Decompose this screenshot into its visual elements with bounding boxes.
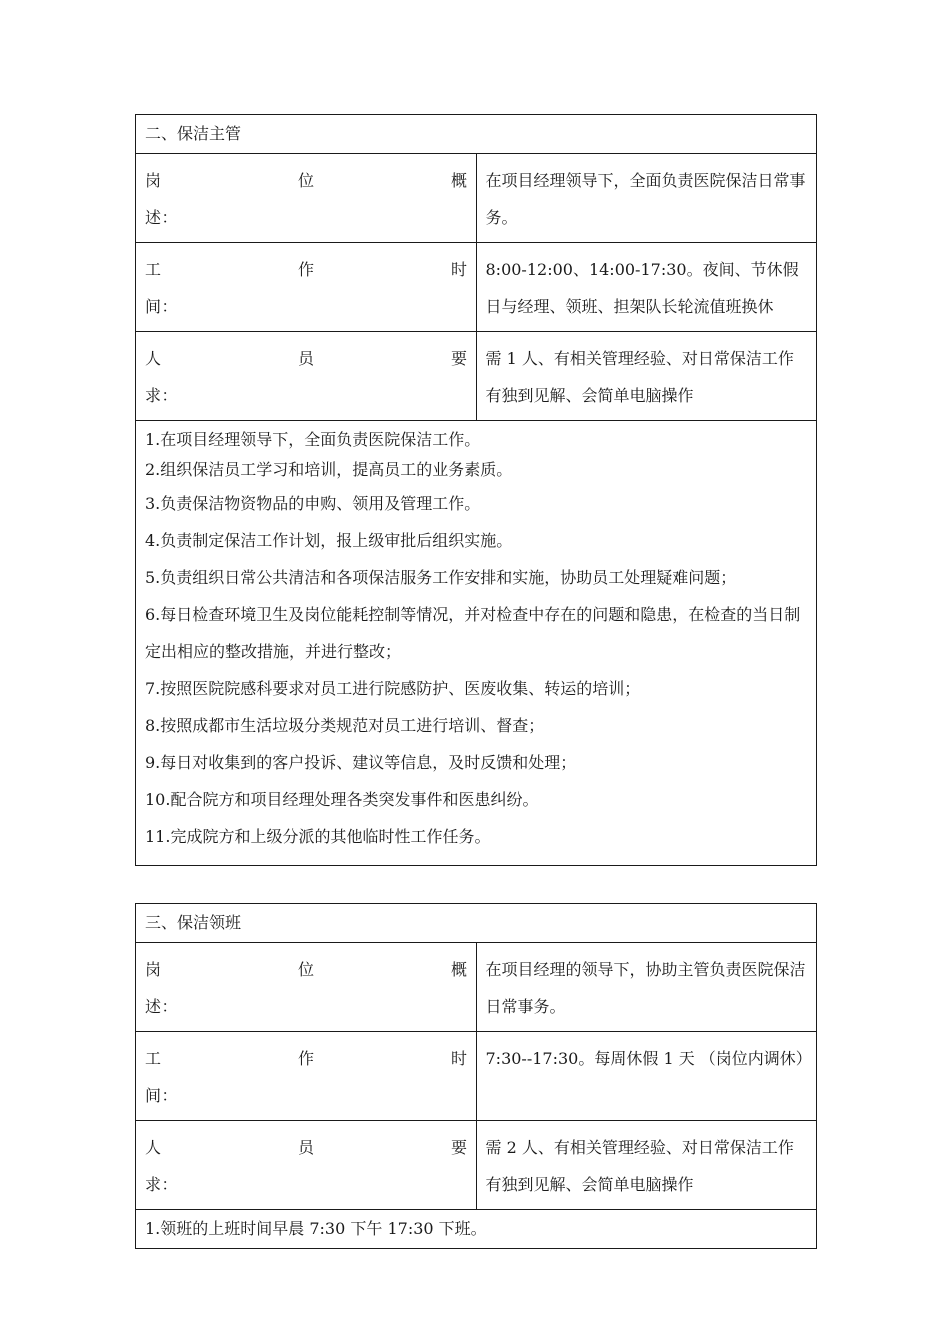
- label-line2: 求：: [145, 1175, 179, 1194]
- duty-item: 2.组织保洁员工学习和培训，提高员工的业务素质。: [145, 460, 513, 479]
- section-cleaning-team-leader: [135, 903, 817, 1249]
- label-line2: 述：: [145, 208, 179, 227]
- label-char: 人: [145, 349, 162, 368]
- label-line2: 述：: [145, 997, 179, 1016]
- row-value-hours: 8:00-12:00、14:00-17:30。夜间、节休假日与经理、领班、担架队长轮流值班换休: [476, 243, 817, 332]
- label-char: 岗: [145, 171, 162, 190]
- duty-item: 5.负责组织日常公共清洁和各项保洁服务工作安排和实施，协助员工处理疑难问题；: [145, 568, 737, 587]
- duty-item: 8.按照成都市生活垃圾分类规范对员工进行培训、督查；: [145, 716, 545, 735]
- row-label-requirements: [136, 1121, 477, 1210]
- duty-item: 3.负责保洁物资物品的申购、领用及管理工作。: [145, 494, 481, 513]
- label-char: 员: [297, 1138, 315, 1157]
- label-char: 员: [297, 349, 315, 368]
- row-value-overview: 在项目经理领导下，全面负责医院保洁日常事务。: [476, 154, 817, 243]
- row-label-overview: [136, 943, 477, 1032]
- duty-item: 6.每日检查环境卫生及岗位能耗控制等情况，并对检查中存在的问题和隐患，在检查的当日制定出相应的整改措施，并进行整改；: [145, 605, 801, 661]
- duties-list: [136, 1210, 817, 1249]
- duty-item: 1.在项目经理领导下，全面负责医院保洁工作。: [145, 430, 481, 449]
- label-char: 位: [297, 960, 315, 979]
- row-value-hours: 7:30--17:30。每周休假 1 天 （岗位内调休）: [476, 1032, 817, 1121]
- label-line2: 间：: [145, 297, 179, 316]
- row-value-overview: 在项目经理的领导下，协助主管负责医院保洁日常事务。: [476, 943, 817, 1032]
- label-char: 要: [450, 349, 468, 368]
- row-value-requirements: 需 1 人、有相关管理经验、对日常保洁工作有独到见解、会简单电脑操作: [476, 332, 817, 421]
- row-label-hours: [136, 1032, 477, 1121]
- label-char: 时: [450, 260, 468, 279]
- section-title: 三、保洁领班: [136, 904, 817, 943]
- row-label-overview: [136, 154, 477, 243]
- row-value-requirements: 需 2 人、有相关管理经验、对日常保洁工作有独到见解、会简单电脑操作: [476, 1121, 817, 1210]
- label-char: 工: [145, 1049, 162, 1068]
- row-label-hours: [136, 243, 477, 332]
- label-char: 岗: [145, 960, 162, 979]
- label-char: 作: [297, 260, 315, 279]
- label-char: 要: [450, 1138, 468, 1157]
- label-char: 概: [450, 171, 468, 190]
- duty-item: 9.每日对收集到的客户投诉、建议等信息，及时反馈和处理；: [145, 753, 577, 772]
- section-cleaning-supervisor: [135, 114, 817, 866]
- duty-item: 1.领班的上班时间早晨 7:30 下午 17:30 下班。: [145, 1219, 487, 1238]
- label-line2: 求：: [145, 386, 179, 405]
- duty-item: 10.配合院方和项目经理处理各类突发事件和医患纠纷。: [145, 790, 539, 809]
- duty-item: 11.完成院方和上级分派的其他临时性工作任务。: [145, 827, 491, 846]
- label-char: 作: [297, 1049, 315, 1068]
- section-title: 二、保洁主管: [136, 115, 817, 154]
- label-line2: 间：: [145, 1086, 179, 1105]
- label-char: 时: [450, 1049, 468, 1068]
- duties-list: [136, 421, 817, 866]
- label-char: 人: [145, 1138, 162, 1157]
- duty-item: 4.负责制定保洁工作计划，报上级审批后组织实施。: [145, 531, 513, 550]
- label-char: 概: [450, 960, 468, 979]
- row-label-requirements: [136, 332, 477, 421]
- label-char: 位: [297, 171, 315, 190]
- label-char: 工: [145, 260, 162, 279]
- duty-item: 7.按照医院院感科要求对员工进行院感防护、医废收集、转运的培训；: [145, 679, 641, 698]
